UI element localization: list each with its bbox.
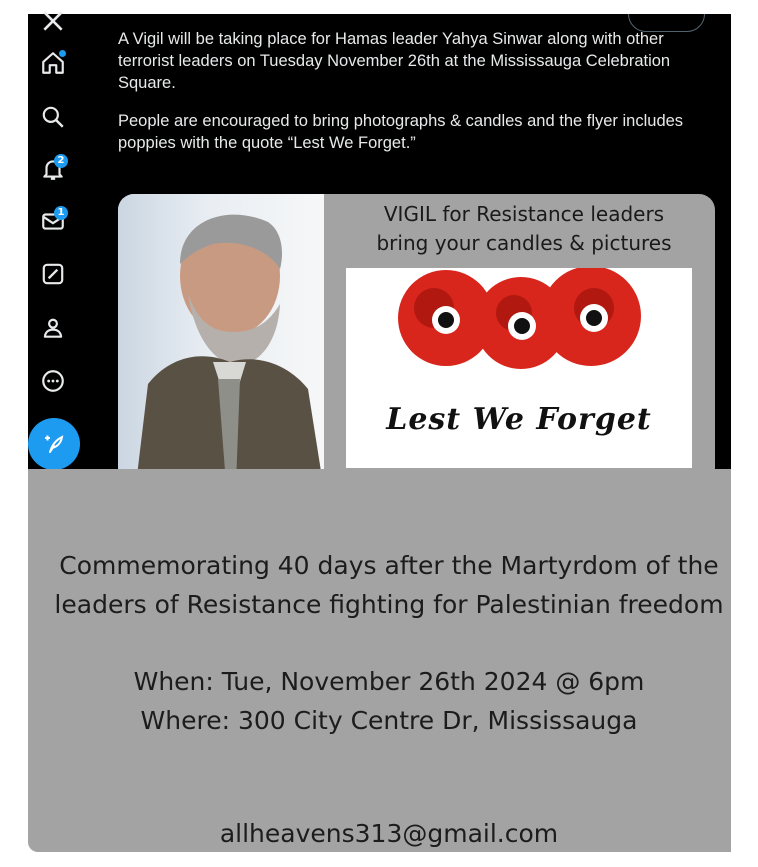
- commemorating-line-2: leaders of Resistance fighting for Palestinian freedom: [54, 590, 724, 619]
- home-icon[interactable]: [36, 46, 70, 80]
- notifications-bell-icon[interactable]: [36, 152, 70, 186]
- vigil-heading: [340, 200, 708, 258]
- tweet-paragraph-1: A Vigil will be taking place for Hamas leader Yahya Sinwar along with other terrorist leaders on Tuesday November 26th at the Mississauga Celebration Square.: [118, 30, 671, 92]
- lest-we-forget-text: Lest We Forget: [386, 402, 652, 437]
- compose-post-button[interactable]: [28, 418, 80, 470]
- notifications-badge: 2: [54, 154, 68, 168]
- flyer-text-panel: [28, 469, 731, 852]
- poppies-illustration: [346, 268, 692, 398]
- messages-badge: 1: [54, 206, 68, 220]
- x-logo-icon[interactable]: [36, 4, 70, 38]
- portrait-photo: [118, 194, 324, 484]
- sidebar: [28, 14, 100, 469]
- tweet-body: [118, 28, 718, 170]
- tweet-paragraph-2: People are encouraged to bring photographs & candles and the flyer includes poppies with the quote “Lest We Forget.”: [118, 112, 684, 152]
- grok-icon[interactable]: [36, 257, 70, 291]
- vigil-heading-line-2: bring your candles & pictures: [376, 231, 672, 255]
- commemorating-line-1: Commemorating 40 days after the Martyrdom of the: [59, 551, 719, 580]
- profile-icon[interactable]: [36, 311, 70, 345]
- flyer-image-card[interactable]: [118, 194, 715, 484]
- contact-email: allheavens313@gmail.com: [219, 819, 559, 848]
- messages-envelope-icon[interactable]: [36, 204, 70, 238]
- event-where: Where: 300 City Centre Dr, Mississauga: [140, 706, 638, 735]
- more-options-icon[interactable]: [36, 364, 70, 398]
- search-icon[interactable]: [36, 100, 70, 134]
- poppy-graphic: [346, 268, 692, 468]
- feather-plus-icon: [42, 432, 66, 456]
- event-when: When: Tue, November 26th 2024 @ 6pm: [133, 667, 645, 696]
- home-unread-dot: [59, 50, 66, 57]
- portrait-illustration: [118, 194, 324, 484]
- vigil-heading-line-1: VIGIL for Resistance leaders: [383, 202, 665, 226]
